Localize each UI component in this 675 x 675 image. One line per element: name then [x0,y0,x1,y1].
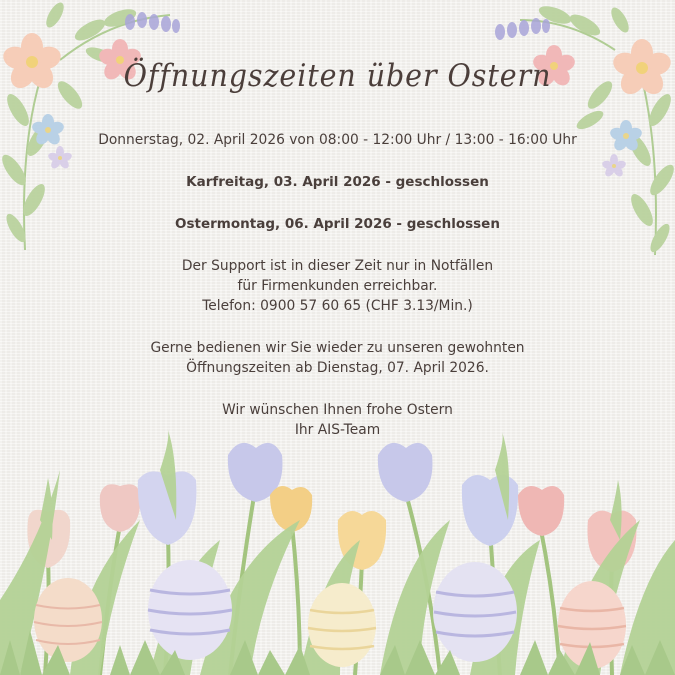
good-friday-closed-text: Karfreitag, 03. April 2026 - geschlossen [186,174,489,190]
resume-notice-line-1: Gerne bedienen wir Sie wieder zu unseren gewohnten [150,340,525,356]
easter-greeting-text: Wir wünschen Ihnen frohe Ostern [222,402,453,418]
easter-monday-closed-text: Ostermontag, 06. April 2026 - geschlossen [175,216,500,232]
page-title: Öffnungszeiten über Ostern [123,58,552,94]
support-notice-line-1: Der Support ist in dieser Zeit nur in Notfällen [181,258,494,274]
resume-notice-line-2: Öffnungszeiten ab Dienstag, 07. April 2026. [186,360,489,376]
support-notice-line-2: für Firmenkunden erreichbar. [237,278,438,294]
thursday-hours-text: Donnerstag, 02. April 2026 von 08:00 - 12:00 Uhr / 13:00 - 16:00 Uhr [98,132,577,148]
support-phone-text: Telefon: 0900 57 60 65 (CHF 3.13/Min.) [202,298,473,314]
signature-text: Ihr AIS-Team [294,422,381,438]
